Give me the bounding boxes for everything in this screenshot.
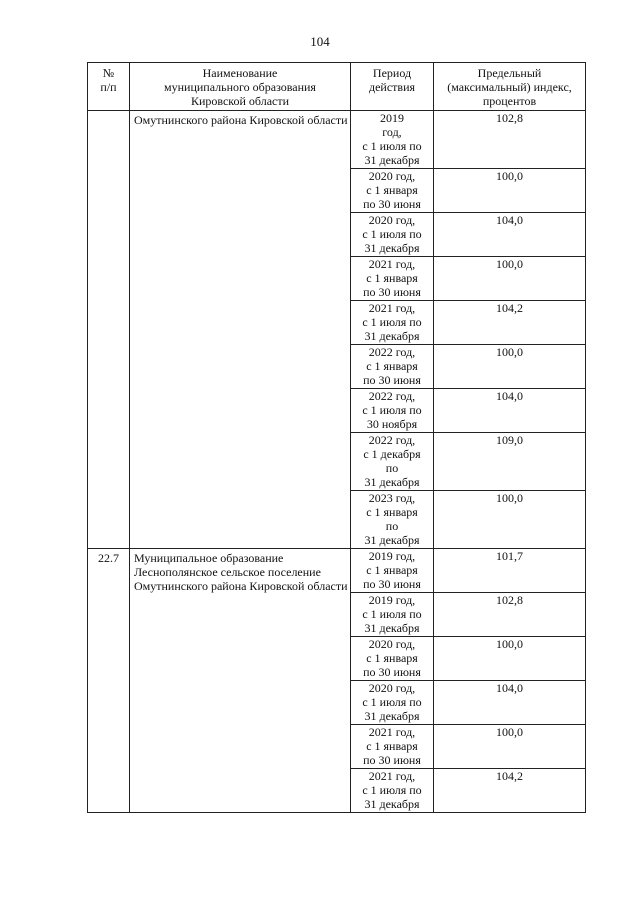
period-cell: 2019 год, с 1 июля по 31 декабря	[351, 593, 434, 637]
table-header-row	[88, 63, 586, 111]
period-cell: 2020 год, с 1 января по 30 июня	[351, 637, 434, 681]
period-cell: 2019 год, с 1 января по 30 июня	[351, 549, 434, 593]
row-number: 22.7	[88, 549, 130, 813]
table-row	[88, 111, 586, 169]
tariff-index-table	[87, 62, 586, 813]
index-cell: 104,0	[434, 389, 586, 433]
index-cell: 100,0	[434, 491, 586, 549]
index-cell: 104,2	[434, 769, 586, 813]
table-row	[88, 549, 586, 593]
period-cell: 2022 год, с 1 января по 30 июня	[351, 345, 434, 389]
municipality-name: Муниципальное образование Леснополянское сельское поселение Омутнинского района Кировской области	[130, 549, 351, 813]
index-cell: 102,8	[434, 593, 586, 637]
period-cell: 2020 год, с 1 июля по 31 декабря	[351, 681, 434, 725]
index-cell: 100,0	[434, 257, 586, 301]
page-number: 104	[310, 34, 330, 49]
period-cell: 2021 год, с 1 января по 30 июня	[351, 257, 434, 301]
header-municipality: Наименование муниципального образования Кировской области	[130, 63, 351, 111]
index-cell: 109,0	[434, 433, 586, 491]
index-cell: 104,0	[434, 213, 586, 257]
municipality-name: Омутнинского района Кировской области	[130, 111, 351, 549]
index-cell: 100,0	[434, 637, 586, 681]
period-cell: 2022 год, с 1 декабря по 31 декабря	[351, 433, 434, 491]
index-cell: 100,0	[434, 725, 586, 769]
index-cell: 100,0	[434, 345, 586, 389]
period-cell: 2020 год, с 1 января по 30 июня	[351, 169, 434, 213]
period-cell: 2019 год, с 1 июля по 31 декабря	[351, 111, 434, 169]
index-cell: 102,8	[434, 111, 586, 169]
index-cell: 104,0	[434, 681, 586, 725]
period-cell: 2020 год, с 1 июля по 31 декабря	[351, 213, 434, 257]
header-num: № п/п	[88, 63, 130, 111]
header-index: Предельный (максимальный) индекс, процентов	[434, 63, 586, 111]
period-cell: 2021 год, с 1 июля по 31 декабря	[351, 301, 434, 345]
period-cell: 2021 год, с 1 января по 30 июня	[351, 725, 434, 769]
index-cell: 104,2	[434, 301, 586, 345]
index-cell: 100,0	[434, 169, 586, 213]
period-cell: 2021 год, с 1 июля по 31 декабря	[351, 769, 434, 813]
period-cell: 2023 год, с 1 января по 31 декабря	[351, 491, 434, 549]
table-body	[88, 111, 586, 813]
header-period: Период действия	[351, 63, 434, 111]
row-number	[88, 111, 130, 549]
period-cell: 2022 год, с 1 июля по 30 ноября	[351, 389, 434, 433]
index-cell: 101,7	[434, 549, 586, 593]
